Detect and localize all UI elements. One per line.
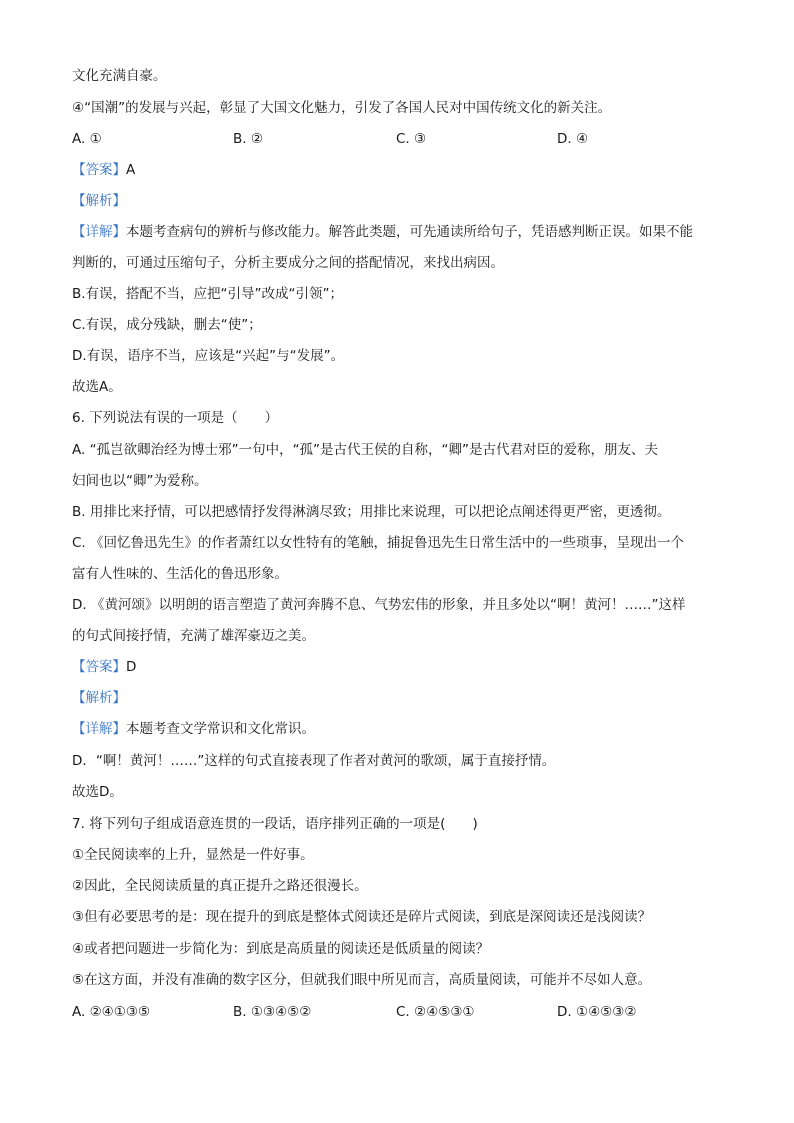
text-line: ⑤在这方面，并没有准确的数字区分，但就我们眼中所见而言，高质量阅读，可能并不尽如人意。 [72, 972, 652, 988]
q5-analysis-label: 【解析】 [72, 193, 126, 209]
text-line: 妇间也以“卿”为爱称。 [72, 473, 208, 489]
q7-option-b: B. ①③④⑤② [233, 1004, 312, 1020]
q6-analysis-label: 【解析】 [72, 690, 126, 706]
text-line: 的句式间接抒情，充满了雄浑豪迈之美。 [72, 628, 315, 644]
text-line: 故选D。 [72, 784, 123, 800]
answer-label: 【答案】 [72, 659, 126, 675]
text-line: D. 《黄河颂》以明朗的语言塑造了黄河奔腾不息、气势宏伟的形象，并且多处以“啊！黄河！……”这样 [72, 597, 686, 613]
q5-detail [72, 222, 693, 242]
answer-label: 【答案】 [72, 162, 126, 178]
text-line: B. 用排比来抒情，可以把感情抒发得淋漓尽致；用排比来说理，可以把论点阐述得更严密，更透彻。 [72, 504, 671, 520]
text-line: 故选A。 [72, 379, 122, 395]
q7-option-a: A. ②④①③⑤ [72, 1004, 151, 1020]
text-line: 判断的，可通过压缩句子，分析主要成分之间的搭配情况，来找出病因。 [72, 255, 504, 271]
text-line: B.有误，搭配不当，应把“引导”改成“引领”； [72, 286, 344, 302]
q7-stem: 7. 将下列句子组成语意连贯的一段话，语序排列正确的一项是( ) [72, 816, 478, 832]
q6-answer [72, 657, 136, 677]
text-line: ①全民阅读率的上升，显然是一件好事。 [72, 847, 314, 863]
detail-text: 本题考查病句的辨析与修改能力。解答此类题，可先通读所给句子，凭语感判断正误。如果不能 [126, 224, 693, 240]
text-line: ③但有必要思考的是：现在提升的到底是整体式阅读还是碎片式阅读，到底是深阅读还是浅阅读？ [72, 909, 652, 925]
q5-answer [72, 160, 135, 180]
answer-value: D [126, 659, 137, 675]
q5-option-d: D. ④ [557, 131, 589, 147]
text-line: ②因此，全民阅读质量的真正提升之路还很漫长。 [72, 878, 368, 894]
q6-stem: 6. 下列说法有误的一项是（ ） [72, 410, 279, 426]
text-line: C. 《回忆鲁迅先生》的作者萧红以女性特有的笔触，捕捉鲁迅先生日常生活中的一些琐事，呈现出一个 [72, 535, 685, 551]
q5-option-b: B. ② [233, 131, 263, 147]
detail-label: 【详解】 [72, 224, 126, 240]
q5-option-c: C. ③ [396, 131, 427, 147]
text-line: A. “孤岂欲卿治经为博士邪”一句中，“孤”是古代王侯的自称，“卿”是古代君对臣的爱称，朋友、夫 [72, 442, 659, 458]
q7-option-d: D. ①④⑤③② [557, 1004, 637, 1020]
q5-option-a: A. ① [72, 131, 102, 147]
text-line: D．“啊！黄河！……”这样的句式直接表现了作者对黄河的歌颂，属于直接抒情。 [72, 753, 556, 769]
detail-label: 【详解】 [72, 721, 126, 737]
answer-value: A [126, 162, 136, 178]
detail-text: 本题考查文学常识和文化常识。 [126, 721, 315, 737]
q7-option-c: C. ②④⑤③① [396, 1004, 475, 1020]
text-line: C.有误，成分残缺，删去“使”； [72, 317, 262, 333]
q6-detail [72, 719, 315, 739]
text-line: 富有人性味的、生活化的鲁迅形象。 [72, 566, 288, 582]
text-line: D.有误，语序不当，应该是“兴起”与“发展”。 [72, 348, 345, 364]
text-line: ④“国潮”的发展与兴起，彰显了大国文化魅力，引发了各国人民对中国传统文化的新关注。 [72, 100, 612, 116]
text-line: 文化充满自豪。 [72, 68, 167, 84]
text-line: ④或者把问题进一步简化为：到底是高质量的阅读还是低质量的阅读？ [72, 941, 490, 957]
